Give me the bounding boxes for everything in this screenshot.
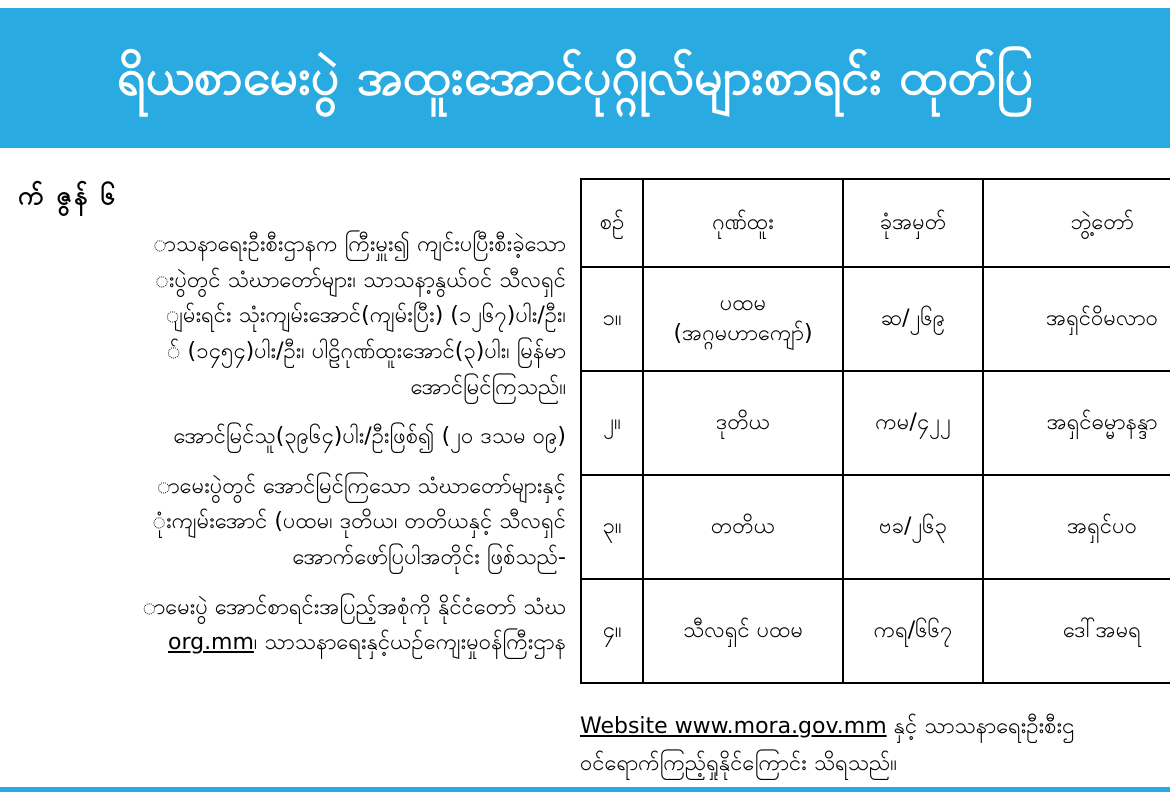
table-header-row — [581, 179, 1170, 267]
paragraph-line: ျမ်းရင်း သုံးကျမ်းအောင်(ကျမ်းပြီး) (၁၂၆၇)ပါး/ဦး၊ — [165, 303, 566, 329]
paragraph-line: ာမေးပွဲတွင် အောင်မြင်ကြသော သံဃာတော်များနှင့် — [156, 473, 566, 499]
footnote-line-1 — [580, 708, 1170, 745]
paragraph-4 — [0, 590, 566, 661]
cell-no: ၄။ — [581, 579, 643, 683]
website-url-link[interactable]: Website www.mora.gov.mm — [580, 714, 887, 739]
cell-grade — [643, 267, 843, 371]
cell-no: ၃။ — [581, 475, 643, 579]
page-banner — [0, 8, 1170, 148]
cell-roll: ဗခ/၂၆၃ — [843, 475, 983, 579]
column-header-name: ဘွဲ့တော် — [983, 179, 1170, 267]
paragraph-line: ာမေးပွဲ အောင်စာရင်းအပြည့်အစုံကို နိုင်ငံတော် သံဃ — [142, 594, 566, 620]
column-header-no: စဉ် — [581, 179, 643, 267]
paragraph-line: ုံးကျမ်းအောင် (ပထမ၊ ဒုတိယ၊ တတိယနှင့် သီလရှင် — [152, 509, 566, 535]
cell-grade: ဒုတိယ — [643, 371, 843, 475]
cell-grade-line2: (အဂ္ဂမဟာကျော်) — [673, 321, 813, 346]
cell-grade: တတိယ — [643, 475, 843, 579]
table-row — [581, 267, 1170, 371]
cell-name: အရှင်ဝိမလာဝ — [983, 267, 1170, 371]
paragraph-1 — [0, 227, 566, 405]
results-table — [580, 178, 1170, 684]
cell-no: ၁။ — [581, 267, 643, 371]
cell-name: အရှင်ပဝ — [983, 475, 1170, 579]
paragraph-line: အောင်မြင်ကြသည်။ — [410, 374, 566, 400]
paragraph-line: အောက်ဖော်ပြပါအတိုင်း ဖြစ်သည်- — [292, 545, 566, 570]
paragraph-line-rest: ၊ သာသနာရေးနှင့်ယဉ်ကျေးမှုဝန်ကြီးဌာန — [253, 630, 566, 656]
table-row — [581, 579, 1170, 683]
footnote-line-1-suffix: နှင့် သာသနာရေးဦးစီးဌ — [886, 714, 1075, 739]
cell-grade-line1: ပထမ — [719, 291, 767, 317]
right-column — [580, 160, 1170, 780]
column-header-grade: ဂုဏ်ထူး — [643, 179, 843, 267]
left-column — [0, 160, 580, 780]
website-link[interactable]: org.mm — [167, 630, 254, 656]
bottom-rule — [0, 787, 1170, 792]
cell-roll: ကမ/၄၂၂ — [843, 371, 983, 475]
paragraph-2 — [0, 419, 566, 455]
cell-roll: ဆ/၂၆၉ — [843, 267, 983, 371]
cell-no: ၂။ — [581, 371, 643, 475]
table-row — [581, 371, 1170, 475]
article-body — [0, 160, 1170, 780]
dateline: က် ဇွန် ၆ — [18, 181, 118, 211]
cell-name: အရှင်ဓမ္မာနန္ဒာ — [983, 371, 1170, 475]
paragraph-line: ် (၁၄၅၄)ပါး/ဦး၊ ပါဠိဂုဏ်ထူးအောင်(၃)ပါး၊ မြန်မာ — [166, 338, 566, 364]
paragraph-line: ာသနာရေးဦးစီးဌာနက ကြီးမှူး၍ ကျင်းပပြီးစီးခဲ့သော — [153, 232, 566, 257]
column-header-roll: ခုံအမှတ် — [843, 179, 983, 267]
table-row — [581, 475, 1170, 579]
paragraph-line: အောင်မြင်သူ(၃၉၆၄)ပါး/ဦးဖြစ်၍ (၂၀ ဒသမ ၀၉) — [173, 424, 566, 450]
paragraph-3 — [0, 469, 566, 576]
cell-name: ဒေါ်အမရ — [983, 579, 1170, 683]
paragraph-line-with-link — [0, 625, 566, 661]
banner-title: ရိယစာမေးပွဲ အထူးအောင်ပုဂ္ဂိုလ်များစာရင်း ထုတ်ပြ — [116, 48, 1034, 107]
cell-grade: သီလရှင် ပထမ — [643, 579, 843, 683]
cell-roll: ကရ/၆၆၇ — [843, 579, 983, 683]
paragraph-line: းပွဲတွင် သံဃာတော်များ၊ သာသနာ့နွယ်ဝင် သီလရှင် — [155, 267, 566, 293]
footnote-line-2: ဝင်ရောက်ကြည့်ရှုနိုင်ကြောင်း သိရသည်။ — [580, 751, 897, 777]
table-footnote — [580, 708, 1170, 780]
